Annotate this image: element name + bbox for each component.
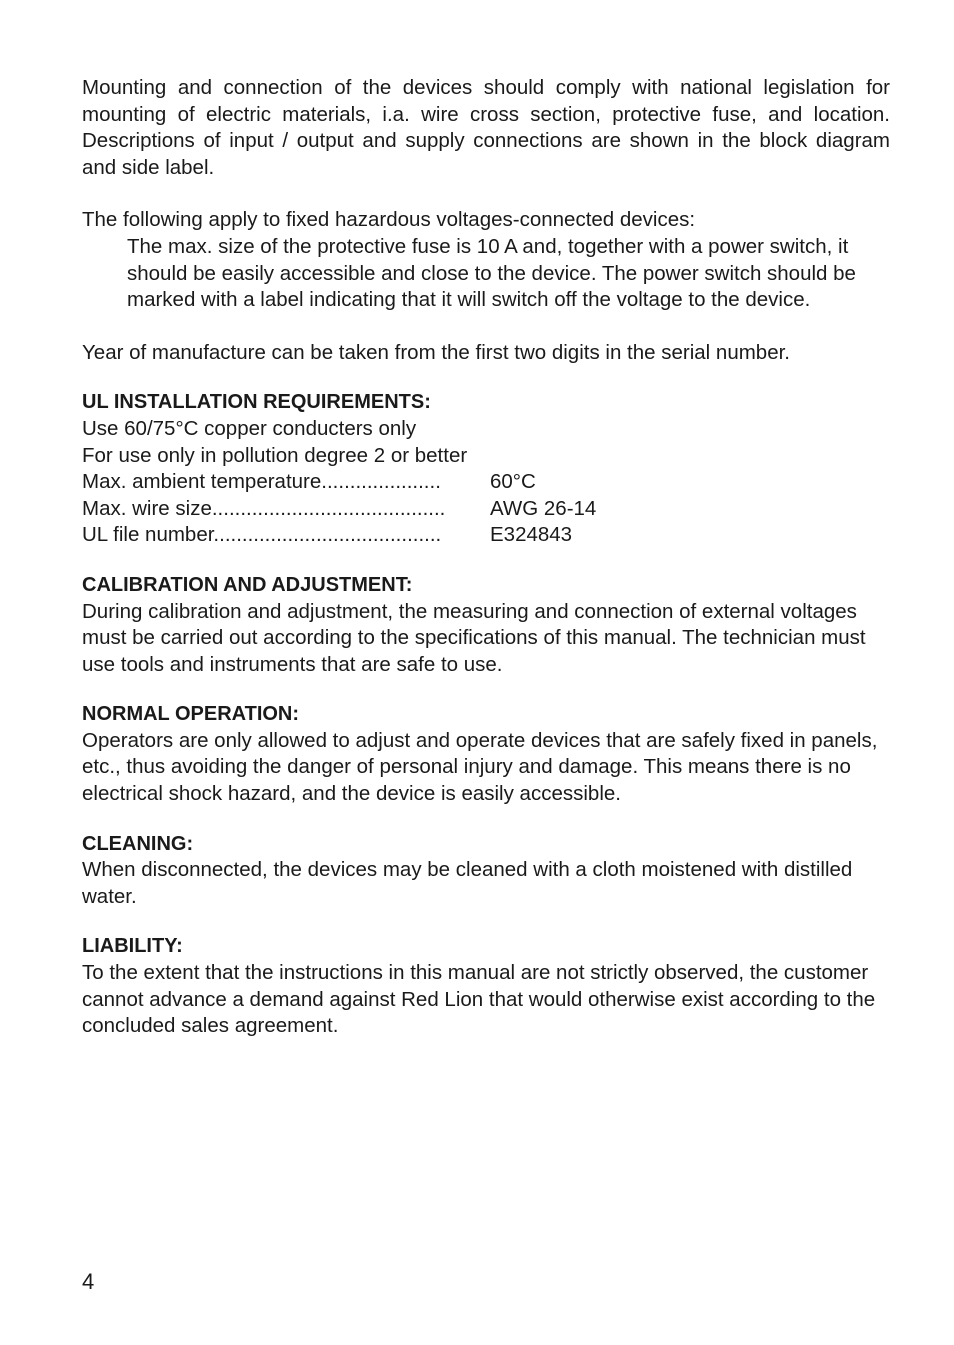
spacer [82, 678, 890, 701]
hazardous-detail: The max. size of the protective fuse is 10 A and, together with a power switch, it should be easily accessible and close to the device. The power switch should be marked with a label indicating that it will switch off the voltage to the device. [127, 234, 856, 312]
spec-value: AWG 26-14 [490, 496, 597, 520]
spec-value: 60°C [490, 470, 536, 494]
cleaning-text: When disconnected, the devices may be cleaned with a cloth moistened with distilled water. [82, 858, 853, 908]
hazardous-lead: The following apply to fixed hazardous voltages-connected devices: [82, 208, 696, 232]
spec-row-ambient-temperature [82, 469, 642, 496]
spacer [82, 366, 890, 389]
calibration-heading: CALIBRATION AND ADJUSTMENT: [82, 573, 413, 596]
spec-value: E324843 [490, 523, 573, 547]
document-body [82, 75, 890, 1040]
dot-leader: ........................................ [213, 523, 442, 547]
spec-label-text: Max. ambient temperature [82, 470, 322, 494]
operation-heading: NORMAL OPERATION: [82, 703, 300, 726]
liability-heading: LIABILITY: [82, 935, 183, 958]
spacer [82, 181, 890, 207]
ul-line-pollution: For use only in pollution degree 2 or better [82, 443, 468, 467]
ul-section [82, 389, 890, 549]
spec-label [82, 469, 480, 496]
spec-label [82, 522, 480, 549]
ul-line-copper: Use 60/75°C copper conducters only [82, 416, 417, 440]
page-number: 4 [82, 1269, 95, 1294]
manufacture-note: Year of manufacture can be taken from the first two digits in the serial number. [82, 340, 791, 364]
cleaning-section [82, 831, 890, 911]
spacer [82, 808, 890, 831]
liability-section [82, 933, 890, 1039]
intro-paragraph: Mounting and connection of the devices should comply with national legislation for mounting of electric materials, i.a. wire cross section, protective fuse, and location. Descriptions of input / output and supply connections are shown in the block diagram and side label. [82, 76, 890, 179]
spacer [82, 910, 890, 933]
liability-text: To the extent that the instructions in this manual are not strictly observed, the customer cannot advance a demand against Red Lion that would otherwise exist according to the concluded sales agreement. [82, 961, 876, 1038]
ul-heading: UL INSTALLATION REQUIREMENTS: [82, 391, 431, 414]
spacer [82, 314, 890, 340]
spacer [82, 549, 890, 572]
spec-row-wire-size [82, 496, 642, 523]
cleaning-heading: CLEANING: [82, 832, 194, 855]
spec-label [82, 496, 480, 523]
operation-text: Operators are only allowed to adjust and operate devices that are safely fixed in panels, etc., thus avoiding the danger of personal injury and damage. This means there is no electrical shock hazard, and the device is easily accessible. [82, 728, 878, 806]
calibration-section [82, 572, 890, 678]
operation-section [82, 701, 890, 807]
calibration-text: During calibration and adjustment, the measuring and connection of external voltages must be carried out according to the specifications of this manual. The technician must use tools and instruments that are safe to use. [82, 599, 866, 676]
spec-label-text: UL file number [82, 523, 214, 547]
spec-label-text: Max. wire size [82, 496, 212, 520]
dot-leader: ..................... [321, 470, 441, 494]
dot-leader: ......................................... [211, 496, 446, 520]
spec-row-ul-file-number [82, 522, 642, 549]
